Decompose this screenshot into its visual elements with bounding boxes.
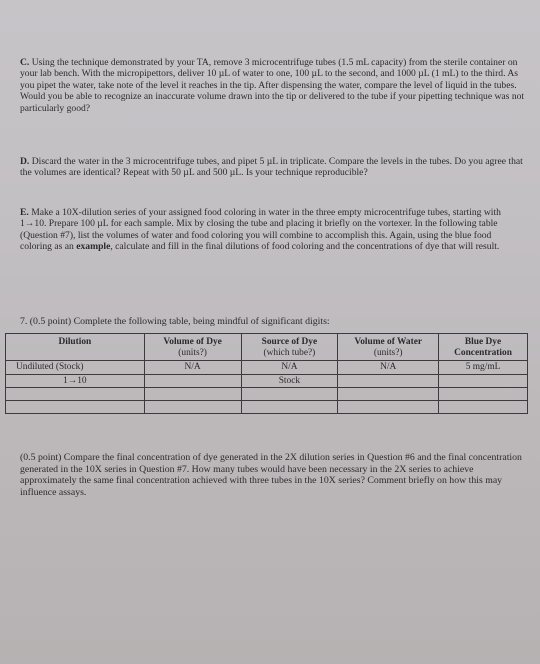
table-cell[interactable] [241,388,338,401]
section-e-paragraph [20,207,525,253]
section-c-text: Using the technique demonstrated by your TA, remove 3 microcentrifuge tubes (1.5 mL capacity) from the sterile container on your lab bench. With the micropipettors, deliver 10 µL of water to one, 100 µL to the second, and 1000 µL (1 mL) to the third. As you pipet the water, take note of the level it reaches in the tip. After dispensing the water, compare the level of liquid in the tubes. Would you be able to recognize an inaccurate volume drawn into the tip or delivered to the tube if your pipetting technique was not particularly good? [20,57,525,114]
header-dilution [6,334,145,361]
table-row [6,388,528,401]
section-c [20,57,525,114]
header-source-of-dye-line2: (which tube?) [263,347,316,358]
table-cell[interactable]: N/A [338,361,439,375]
table-cell[interactable] [439,388,528,401]
table-cell[interactable] [338,388,439,401]
table-cell[interactable] [144,388,241,401]
final-question-text: (0.5 point) Compare the final concentration of dye generated in the 2X dilution series in Question #6 and the final concentration generated in the 10X series in Question #7. How many tubes would have been necessary in the 2X series to achieve approximately the same final concentration achieved with three tubes in the 10X series? Comment briefly on how this may influence assays. [20,452,522,498]
table-cell[interactable]: 1→10 [6,374,145,388]
header-source-of-dye [241,334,338,361]
section-e-text-after: , calculate and fill in the final dilutions of food coloring and the concentrations of dye that will result. [110,241,500,253]
header-volume-of-dye-line1: Volume of Dye [163,337,222,347]
table-cell[interactable] [338,401,439,414]
section-c-label: C. [20,57,30,68]
section-d-label: D. [20,156,30,167]
header-blue-dye-line2: Concentration [454,347,512,358]
table-row [6,374,528,388]
header-blue-dye-concentration [439,334,528,361]
table-cell[interactable]: Undiluted (Stock) [6,361,145,375]
section-e [20,207,525,253]
section-d [20,156,525,179]
table-cell[interactable] [439,374,528,388]
section-e-text-before: Make a 10X-dilution series of your assigned food coloring in water in the three empty microcentrifuge tubes, starting with 1→10. Prepare 100 µL for each sample. Mix by closing the tube and placing it briefly on the vortexer. In the following table (Question #7), list the volumes of water and food coloring you will combine to accomplish this. Again, using the blue food coloring as an [20,207,501,253]
table-row [6,361,528,375]
header-volume-of-water-line2: (units?) [373,347,403,358]
table-cell[interactable]: Stock [241,374,338,388]
section-e-example-word: example [76,241,111,253]
table-cell[interactable]: N/A [241,361,338,375]
header-dilution-line1: Dilution [58,337,92,347]
table-cell[interactable] [6,388,145,401]
table-cell[interactable]: N/A [144,361,241,375]
table-cell[interactable]: 5 mg/mL [439,361,528,375]
table-cell[interactable] [6,401,145,414]
final-question [20,452,525,498]
header-blue-dye-line1: Blue Dye [464,337,502,347]
header-volume-of-dye-line2: (units?) [178,347,207,358]
table-cell[interactable] [338,374,439,388]
question-7 [20,316,525,327]
question-7-text: 7. (0.5 point) Complete the following table, being mindful of significant digits: [20,316,330,327]
header-volume-of-water-line1: Volume of Water [354,337,423,347]
dilution-table [5,333,528,414]
header-source-of-dye-line1: Source of Dye [261,337,318,347]
table-cell[interactable] [241,401,338,414]
section-d-paragraph [20,156,525,179]
table-header-row [6,334,528,361]
section-c-paragraph [20,57,525,114]
section-d-text: Discard the water in the 3 microcentrifuge tubes, and pipet 5 µL in triplicate. Compare the levels in the tubes. Do you agree that the volumes are identical? Repeat with 50 µL and 500 µL. Is your technique reproducible? [20,156,523,179]
header-volume-of-water [338,334,439,361]
section-e-label: E. [20,207,29,218]
header-volume-of-dye [144,334,241,361]
table-row [6,401,528,414]
table-cell[interactable] [439,401,528,414]
table-cell[interactable] [144,401,241,414]
table-cell[interactable] [144,374,241,388]
